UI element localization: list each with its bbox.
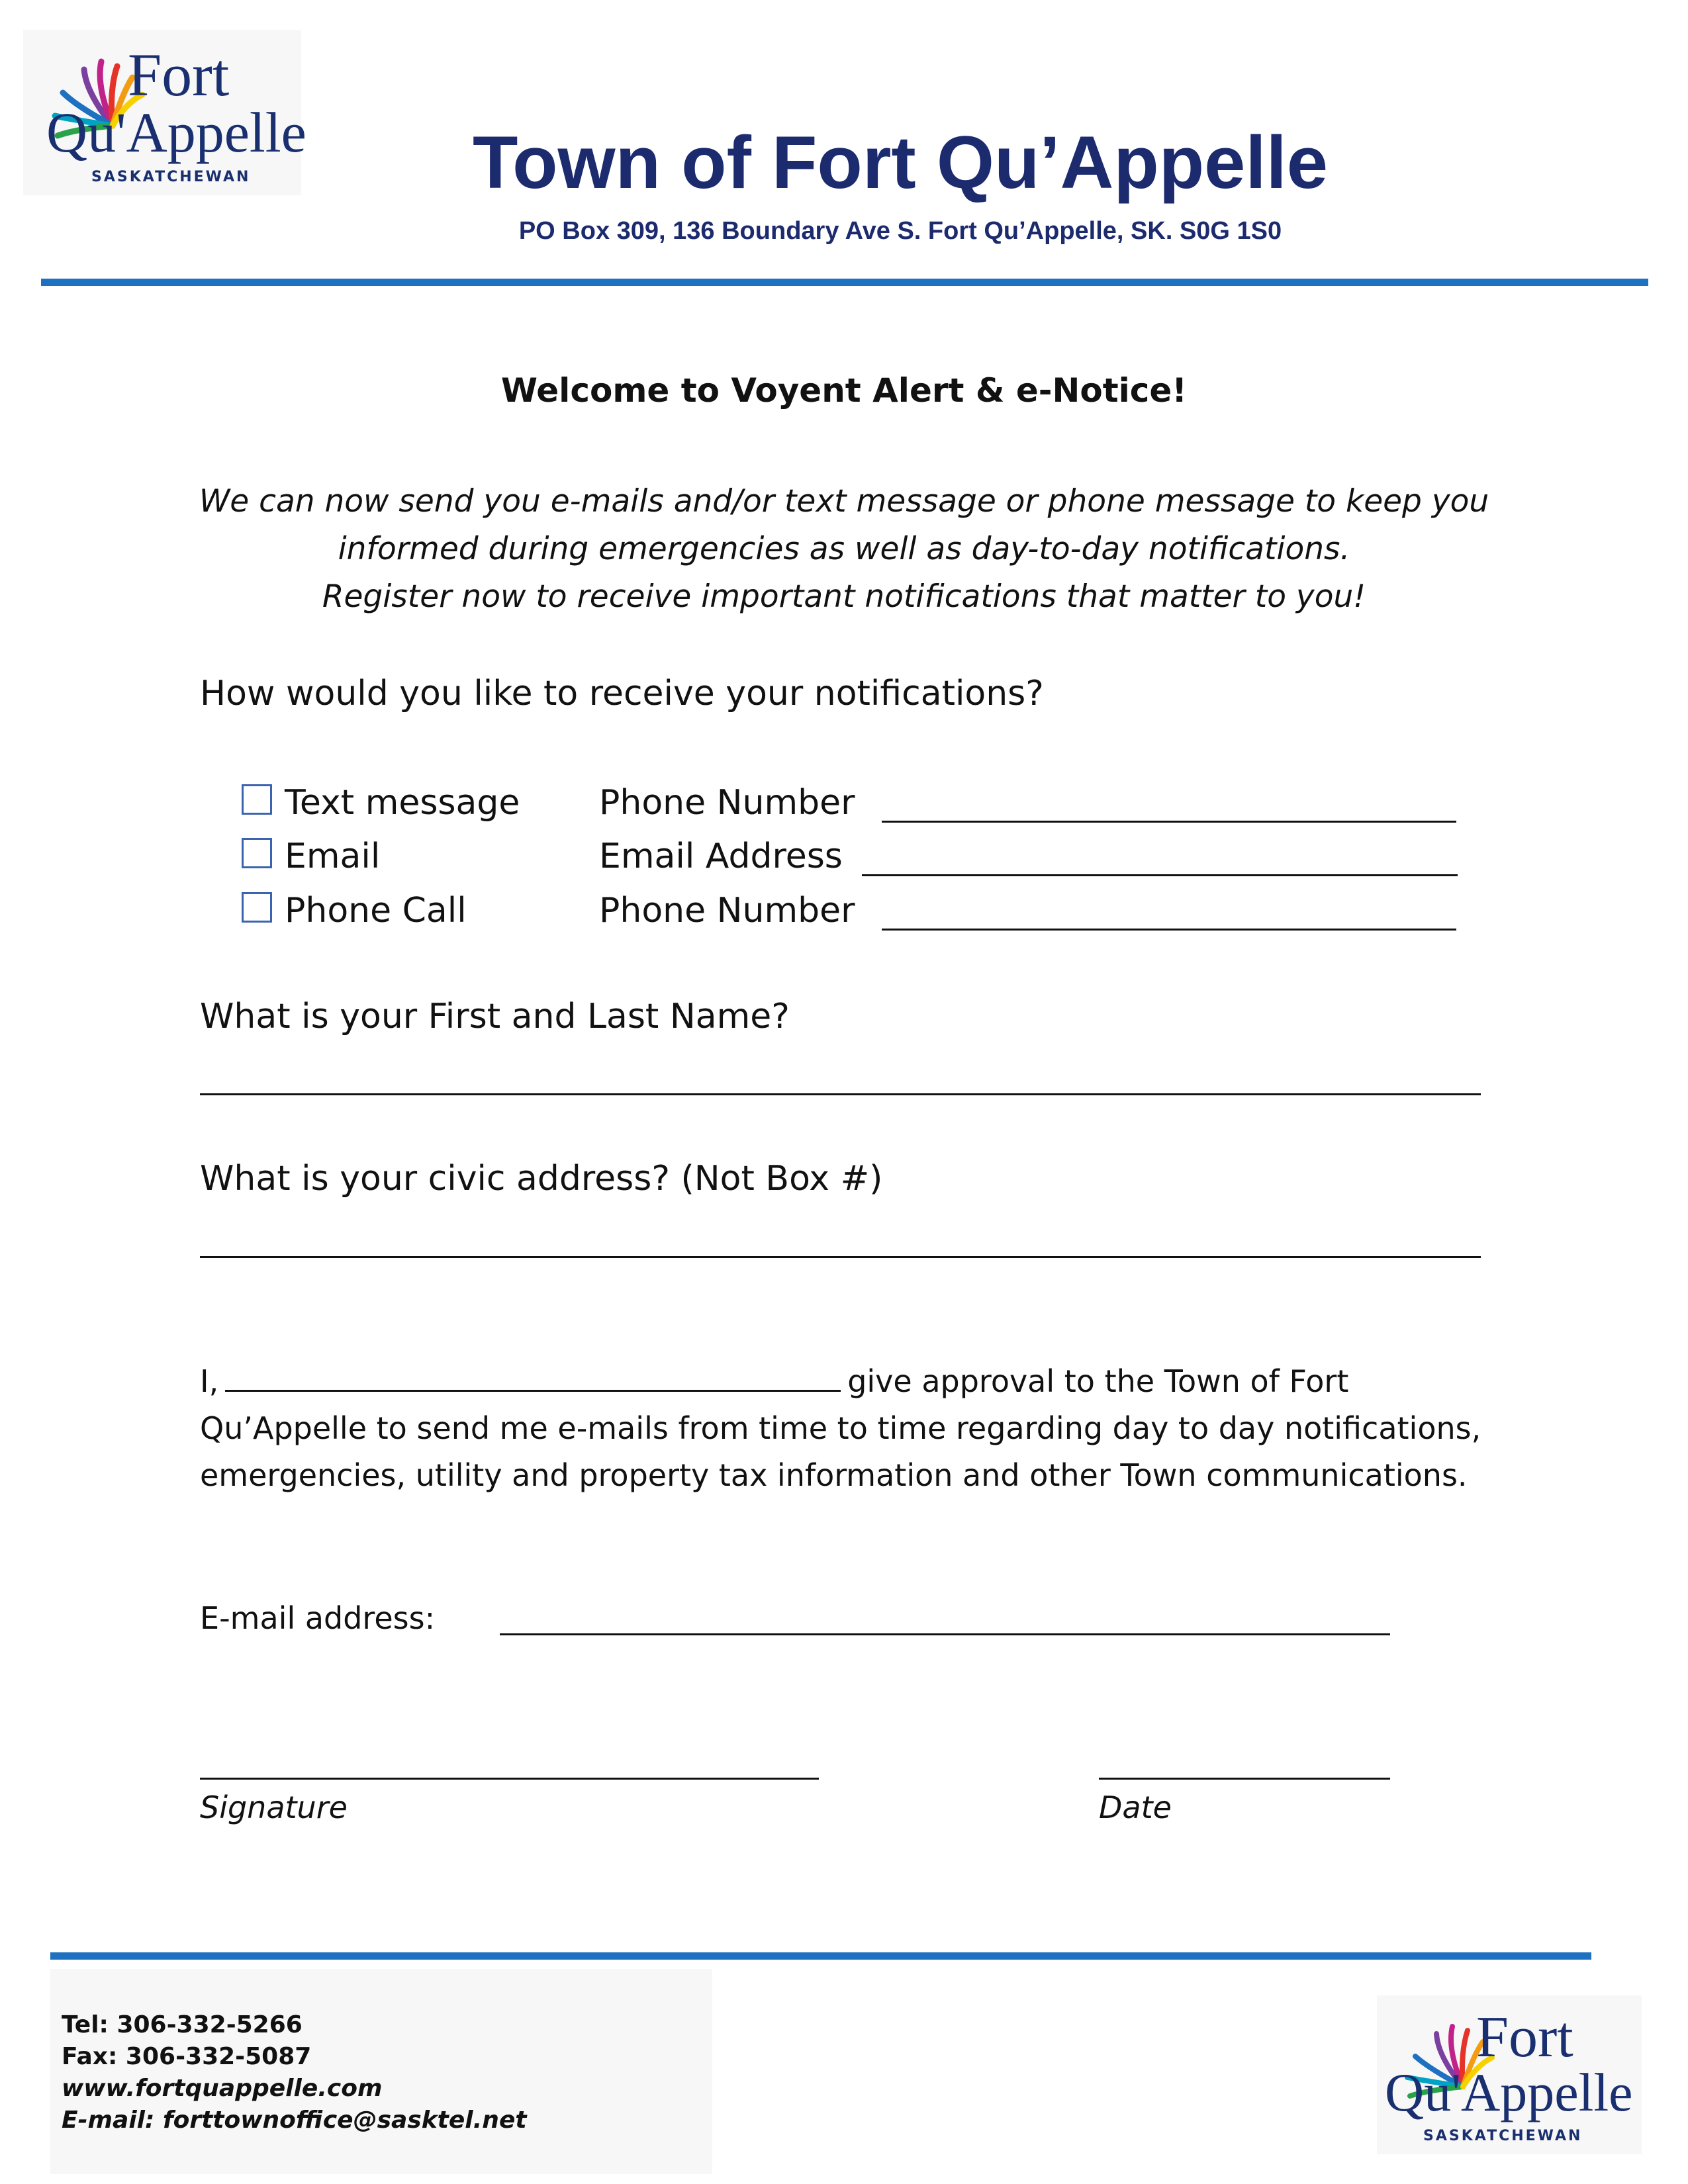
footer-logo-fort-text: Fort: [1476, 2005, 1573, 2070]
email-checkbox[interactable]: [242, 838, 272, 868]
form-heading: Welcome to Voyent Alert & e-Notice!: [500, 371, 1188, 410]
intro-line-3: Register now to receive important notifications that matter to you!: [322, 578, 1366, 615]
phone-call-checkbox[interactable]: [242, 892, 272, 923]
text-message-checkbox[interactable]: [242, 784, 272, 815]
civic-address-field[interactable]: [200, 1256, 1481, 1258]
intro-line-1: We can now send you e-mails and/or text message or phone message to keep you: [199, 483, 1489, 520]
footer-logo-saskatchewan-text: SASKATCHEWAN: [1423, 2128, 1583, 2144]
footer-fax: Fax: 306-332-5087: [62, 2043, 312, 2070]
page-title: Town of Fort Qu’Appelle: [473, 121, 1328, 204]
phone-number-label: Phone Number: [599, 783, 855, 823]
header-divider: [41, 279, 1648, 286]
footer-email-link[interactable]: E-mail: forttownoffice@sasktel.net: [62, 2107, 527, 2134]
footer-contact: [50, 1969, 712, 2174]
phone-number-field[interactable]: [882, 821, 1456, 823]
email-address-label: Email Address: [599, 837, 843, 876]
footer-website-link[interactable]: www.fortquappelle.com: [62, 2075, 383, 2102]
text-message-label: Text message: [285, 783, 520, 823]
approval-email-field[interactable]: [500, 1633, 1390, 1635]
address-question: What is your civic address? (Not Box #): [200, 1159, 883, 1199]
name-field[interactable]: [200, 1093, 1481, 1095]
approval-prefix: I,: [200, 1363, 219, 1399]
logo-quappelle-text: Qu'Appelle: [46, 101, 306, 164]
date-label: Date: [1099, 1790, 1172, 1825]
email-address-field[interactable]: [862, 874, 1458, 876]
town-logo-footer: [1377, 1995, 1642, 2154]
phone-call-label: Phone Call: [285, 891, 467, 931]
footer-tel: Tel: 306-332-5266: [62, 2011, 303, 2038]
logo-fort-text: Fort: [128, 41, 230, 109]
town-logo-header: [23, 30, 306, 195]
date-field[interactable]: [1099, 1778, 1390, 1780]
logo-saskatchewan-text: SASKATCHEWAN: [91, 169, 251, 185]
approval-text: give approval to the Town of Fort Qu’Appelle to send me e-mails from time to time regarding day to day notifications, emergencies, utility and property tax information and other Town communications.: [200, 1363, 1481, 1493]
email-option-label: Email: [285, 837, 381, 876]
notification-question: How would you like to receive your notifications?: [200, 674, 1044, 713]
approval-paragraph: [200, 1358, 1524, 1499]
signature-field[interactable]: [200, 1778, 819, 1780]
name-question: What is your First and Last Name?: [200, 997, 790, 1036]
town-address: PO Box 309, 136 Boundary Ave S. Fort Qu’Appelle, SK. S0G 1S0: [518, 217, 1282, 245]
signature-label: Signature: [200, 1790, 348, 1825]
approver-name-field[interactable]: [225, 1362, 841, 1392]
phone-call-number-field[interactable]: [882, 929, 1456, 931]
footer-logo-quappelle-text: Qu'Appelle: [1385, 2062, 1633, 2122]
phone-call-number-label: Phone Number: [599, 891, 855, 931]
intro-text: [132, 478, 1556, 621]
email-address-label-2: E-mail address:: [200, 1600, 436, 1636]
footer-divider: [50, 1952, 1591, 1960]
intro-line-2: informed during emergencies as well as day-to-day notifications.: [338, 531, 1350, 567]
